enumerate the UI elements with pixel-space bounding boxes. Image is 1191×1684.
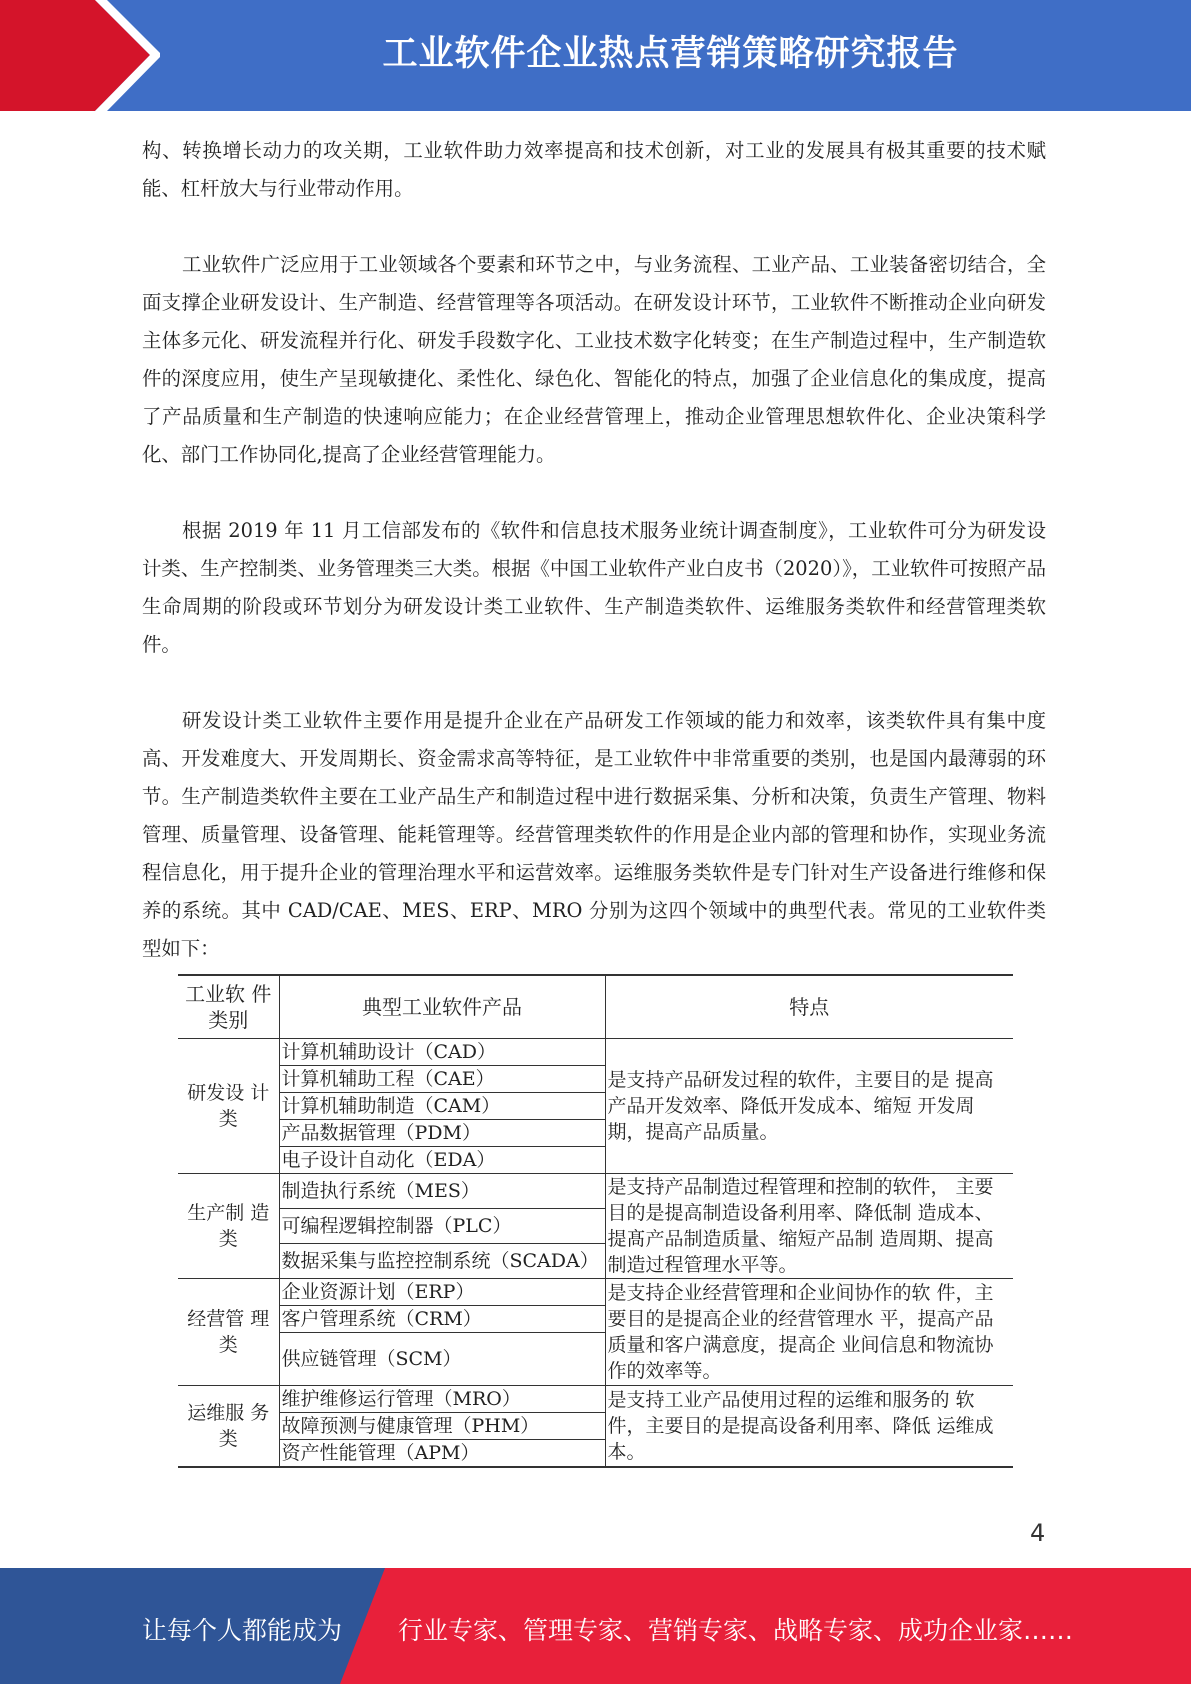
product-cell: 计算机辅助制造（CAM） bbox=[279, 1093, 605, 1120]
page-header bbox=[0, 0, 1191, 111]
feature-cell: 是支持产品制造过程管理和控制的软件， 主要目的是提高制造设备利用率、降低制 造成本、提髙产品制造质量、缩短产品制 造周期、提高制造过程管理水平等。 bbox=[605, 1174, 1013, 1279]
feature-cell: 是支持企业经营管理和企业间协作的软 件，主要目的是提高企业的经营管理水 平，提高产品质量和客户满意度，提高企 业间信息和物流协作的效率等。 bbox=[605, 1279, 1013, 1386]
header-features: 特点 bbox=[605, 975, 1013, 1039]
product-cell: 故障预测与健康管理（PHM） bbox=[279, 1413, 605, 1440]
page-number: 4 bbox=[1030, 1519, 1046, 1547]
header-products: 典型工业软件产品 bbox=[279, 975, 605, 1039]
report-title: 工业软件企业热点营销策略研究报告 bbox=[382, 34, 959, 74]
product-cell: 计算机辅助设计（CAD） bbox=[279, 1039, 605, 1066]
category-cell: 经营管 理类 bbox=[178, 1279, 279, 1386]
product-cell: 产品数据管理（PDM） bbox=[279, 1120, 605, 1147]
product-cell: 企业资源计划（ERP） bbox=[279, 1279, 605, 1306]
table-row bbox=[178, 1279, 1013, 1306]
product-cell: 制造执行系统（MES） bbox=[279, 1174, 605, 1209]
software-types-table bbox=[178, 974, 1013, 1468]
product-cell: 数据采集与监控控制系统（SCADA） bbox=[279, 1244, 605, 1279]
category-cell: 研发设 计类 bbox=[178, 1039, 279, 1174]
paragraph: 构、转换增长动力的攻关期，工业软件助力效率提高和技术创新，对工业的发展具有极其重要的技术赋能、杠杆放大与行业带动作用。 bbox=[142, 139, 1046, 200]
product-cell: 维护维修运行管理（MRO） bbox=[279, 1386, 605, 1413]
table-header-row bbox=[178, 975, 1013, 1039]
product-cell: 计算机辅助工程（CAE） bbox=[279, 1066, 605, 1093]
body-text bbox=[142, 132, 1046, 1006]
header-arrow-decoration bbox=[0, 0, 160, 111]
product-cell: 供应链管理（SCM） bbox=[279, 1333, 605, 1386]
category-cell: 生产制 造类 bbox=[178, 1174, 279, 1279]
feature-cell: 是支持产品研发过程的软件，主要目的是 提高产品开发效率、降低开发成本、缩短 开发周期，提高产品质量。 bbox=[605, 1039, 1013, 1174]
product-cell: 资产性能管理（APM） bbox=[279, 1440, 605, 1468]
table-row bbox=[178, 1386, 1013, 1413]
paragraph: 根据 2019 年 11 月工信部发布的《软件和信息技术服务业统计调查制度》，工业软件可分为研发设计类、生产控制类、业务管理类三大类。根据《中国工业软件产业白皮书（2020）》，工业软件可按照产品生命周期的阶段或环节划分为研发设计类工业软件、生产制造类软件、运维服务类软件和经营管理类软件。 bbox=[142, 519, 1046, 656]
product-cell: 客户管理系统（CRM） bbox=[279, 1306, 605, 1333]
paragraph: 研发设计类工业软件主要作用是提升企业在产品研发工作领域的能力和效率，该类软件具有集中度高、开发难度大、开发周期长、资金需求高等特征，是工业软件中非常重要的类别，也是国内最薄弱的环节。生产制造类软件主要在工业产品生产和制造过程中进行数据采集、分析和决策，负责生产管理、物料管理、质量管理、设备管理、能耗管理等。经营管理类软件的作用是企业内部的管理和协作，实现业务流程信息化，用于提升企业的管理治理水平和运营效率。运维服务类软件是专门针对生产设备进行维修和保养的系统。其中 CAD/CAE、MES、ERP、MRO 分别为这四个领域中的典型代表。常见的工业软件类型如下： bbox=[142, 709, 1046, 960]
product-cell: 可编程逻辑控制器（PLC） bbox=[279, 1209, 605, 1244]
product-cell: 电子设计自动化（EDA） bbox=[279, 1147, 605, 1174]
header-category: 工业软 件类别 bbox=[178, 975, 279, 1039]
footer-slogan-left: 让每个人都能成为 bbox=[142, 1616, 343, 1645]
footer-slogan-right: 行业专家、管理专家、营销专家、战略专家、成功企业家…… bbox=[398, 1616, 1074, 1645]
table-row bbox=[178, 1174, 1013, 1209]
paragraph: 工业软件广泛应用于工业领域各个要素和环节之中，与业务流程、工业产品、工业装备密切结合，全面支撑企业研发设计、生产制造、经营管理等各项活动。在研发设计环节，工业软件不断推动企业向研发主体多元化、研发流程并行化、研发手段数字化、工业技术数字化转变；在生产制造过程中，生产制造软件的深度应用，使生产呈现敏捷化、柔性化、绿色化、智能化的特点，加强了企业信息化的集成度，提高了产品质量和生产制造的快速响应能力；在企业经营管理上，推动企业管理思想软件化、企业决策科学化、部门工作协同化,提高了企业经营管理能力。 bbox=[142, 253, 1046, 466]
table-row bbox=[178, 1039, 1013, 1066]
feature-cell: 是支持工业产品使用过程的运维和服务的 软件，主要目的是提高设备利用率、降低 运维成本。 bbox=[605, 1386, 1013, 1468]
category-cell: 运维服 务类 bbox=[178, 1386, 279, 1468]
